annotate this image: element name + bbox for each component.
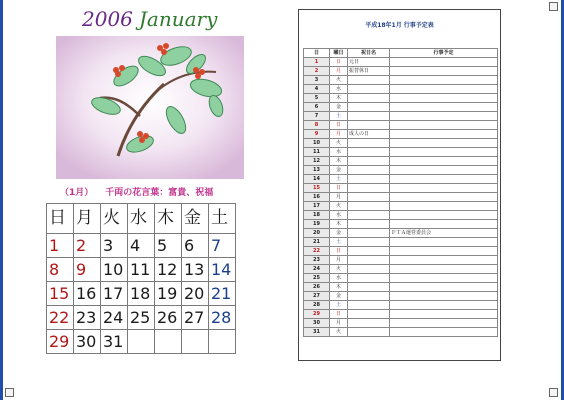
calendar-day: 22	[47, 306, 74, 330]
schedule-dow: 日	[330, 310, 348, 319]
schedule-row	[304, 130, 498, 139]
schedule-holiday	[348, 166, 390, 175]
schedule-holiday	[348, 265, 390, 274]
schedule-day: 21	[304, 238, 330, 247]
schedule-holiday	[348, 283, 390, 292]
schedule-table	[303, 48, 498, 337]
calendar-day: 21	[209, 282, 236, 306]
schedule-row	[304, 229, 498, 238]
calendar-day: 15	[47, 282, 74, 306]
schedule-holiday	[348, 211, 390, 220]
calendar-day: 27	[182, 306, 209, 330]
schedule-holiday	[348, 112, 390, 121]
schedule-event	[390, 238, 498, 247]
schedule-day: 29	[304, 310, 330, 319]
flower-illustration-icon	[56, 36, 244, 179]
schedule-dow: 月	[330, 319, 348, 328]
schedule-event	[390, 103, 498, 112]
schedule-day: 17	[304, 202, 330, 211]
calendar-day: 10	[101, 258, 128, 282]
calendar-day: 25	[128, 306, 155, 330]
schedule-event	[390, 157, 498, 166]
schedule-row	[304, 94, 498, 103]
calendar-day: 12	[155, 258, 182, 282]
calendar-day: 14	[209, 258, 236, 282]
schedule-event	[390, 58, 498, 67]
schedule-dow: 木	[330, 157, 348, 166]
schedule-dow: 火	[330, 139, 348, 148]
schedule-day: 16	[304, 193, 330, 202]
schedule-row	[304, 112, 498, 121]
schedule-day: 24	[304, 265, 330, 274]
schedule-sheet	[298, 9, 501, 361]
schedule-event	[390, 112, 498, 121]
schedule-event	[390, 274, 498, 283]
schedule-row	[304, 211, 498, 220]
schedule-holiday	[348, 220, 390, 229]
window-corner-handle-icon[interactable]	[5, 388, 14, 397]
weekday-header: 火	[101, 204, 128, 234]
schedule-holiday	[348, 247, 390, 256]
schedule-event	[390, 247, 498, 256]
schedule-day: 27	[304, 292, 330, 301]
calendar-day: 13	[182, 258, 209, 282]
schedule-dow: 火	[330, 202, 348, 211]
schedule-day: 15	[304, 184, 330, 193]
schedule-holiday	[348, 103, 390, 112]
weekday-header: 土	[209, 204, 236, 234]
schedule-event	[390, 319, 498, 328]
flower-caption	[60, 185, 225, 198]
schedule-holiday	[348, 202, 390, 211]
schedule-dow: 土	[330, 175, 348, 184]
calendar-day: 28	[209, 306, 236, 330]
schedule-day: 18	[304, 211, 330, 220]
calendar-day	[209, 330, 236, 354]
schedule-day: 13	[304, 166, 330, 175]
schedule-day: 26	[304, 283, 330, 292]
caption-month: （1月）	[60, 188, 94, 198]
schedule-holiday	[348, 148, 390, 157]
schedule-day: 19	[304, 220, 330, 229]
calendar-day: 4	[128, 234, 155, 258]
schedule-row	[304, 67, 498, 76]
schedule-day: 23	[304, 256, 330, 265]
schedule-day: 7	[304, 112, 330, 121]
schedule-row	[304, 76, 498, 85]
weekday-header: 木	[155, 204, 182, 234]
schedule-holiday	[348, 292, 390, 301]
calendar-day	[182, 330, 209, 354]
schedule-holiday	[348, 310, 390, 319]
calendar-day: 26	[155, 306, 182, 330]
schedule-holiday	[348, 328, 390, 337]
schedule-holiday	[348, 238, 390, 247]
schedule-day: 10	[304, 139, 330, 148]
schedule-holiday	[348, 184, 390, 193]
calendar-day: 29	[47, 330, 74, 354]
schedule-event	[390, 67, 498, 76]
calendar-day	[128, 330, 155, 354]
schedule-dow: 月	[330, 67, 348, 76]
schedule-event	[390, 130, 498, 139]
schedule-holiday	[348, 193, 390, 202]
calendar-day: 2	[74, 234, 101, 258]
calendar-day: 8	[47, 258, 74, 282]
schedule-holiday: 振替休日	[348, 67, 390, 76]
schedule-event	[390, 175, 498, 184]
calendar-day: 3	[101, 234, 128, 258]
window-corner-handle-icon[interactable]	[549, 2, 558, 11]
schedule-holiday: 元日	[348, 58, 390, 67]
calendar-day: 9	[74, 258, 101, 282]
calendar-day: 31	[101, 330, 128, 354]
schedule-holiday	[348, 256, 390, 265]
weekday-header: 日	[47, 204, 74, 234]
schedule-dow: 水	[330, 211, 348, 220]
schedule-row	[304, 238, 498, 247]
schedule-event	[390, 265, 498, 274]
schedule-header-day: 日	[304, 49, 330, 58]
schedule-day: 22	[304, 247, 330, 256]
schedule-row	[304, 319, 498, 328]
schedule-event: ＰＴＡ運営委員会	[390, 229, 498, 238]
schedule-row	[304, 292, 498, 301]
schedule-row	[304, 202, 498, 211]
schedule-row	[304, 256, 498, 265]
schedule-dow: 金	[330, 229, 348, 238]
schedule-dow: 月	[330, 193, 348, 202]
schedule-dow: 火	[330, 76, 348, 85]
schedule-row	[304, 274, 498, 283]
schedule-event	[390, 166, 498, 175]
calendar-day: 19	[155, 282, 182, 306]
schedule-event	[390, 148, 498, 157]
schedule-day: 9	[304, 130, 330, 139]
schedule-dow: 木	[330, 94, 348, 103]
schedule-dow: 水	[330, 274, 348, 283]
calendar-day: 6	[182, 234, 209, 258]
schedule-dow: 木	[330, 283, 348, 292]
schedule-event	[390, 211, 498, 220]
schedule-event	[390, 76, 498, 85]
schedule-dow: 火	[330, 265, 348, 274]
schedule-row	[304, 139, 498, 148]
schedule-event	[390, 202, 498, 211]
schedule-day: 12	[304, 157, 330, 166]
schedule-holiday	[348, 85, 390, 94]
schedule-day: 3	[304, 76, 330, 85]
schedule-row	[304, 85, 498, 94]
schedule-dow: 金	[330, 103, 348, 112]
schedule-day: 5	[304, 94, 330, 103]
schedule-row	[304, 157, 498, 166]
schedule-event	[390, 139, 498, 148]
schedule-day: 1	[304, 58, 330, 67]
schedule-dow: 火	[330, 328, 348, 337]
schedule-dow: 日	[330, 58, 348, 67]
schedule-holiday	[348, 319, 390, 328]
schedule-dow: 月	[330, 130, 348, 139]
schedule-day: 30	[304, 319, 330, 328]
calendar-day: 18	[128, 282, 155, 306]
schedule-row	[304, 166, 498, 175]
schedule-day: 11	[304, 148, 330, 157]
calendar-day: 5	[155, 234, 182, 258]
schedule-row	[304, 310, 498, 319]
schedule-holiday	[348, 157, 390, 166]
schedule-holiday	[348, 175, 390, 184]
schedule-event	[390, 85, 498, 94]
month-calendar-grid	[46, 203, 236, 354]
calendar-day: 16	[74, 282, 101, 306]
schedule-day: 14	[304, 175, 330, 184]
schedule-header-event: 行事予定	[390, 49, 498, 58]
weekday-header: 月	[74, 204, 101, 234]
schedule-event	[390, 310, 498, 319]
schedule-day: 8	[304, 121, 330, 130]
schedule-dow: 日	[330, 121, 348, 130]
window-corner-handle-icon[interactable]	[549, 388, 558, 397]
schedule-holiday	[348, 76, 390, 85]
schedule-dow: 土	[330, 238, 348, 247]
schedule-row	[304, 193, 498, 202]
schedule-event	[390, 193, 498, 202]
schedule-holiday: 成人の日	[348, 130, 390, 139]
schedule-day: 2	[304, 67, 330, 76]
calendar-day: 24	[101, 306, 128, 330]
calendar-day: 20	[182, 282, 209, 306]
schedule-row	[304, 328, 498, 337]
schedule-row	[304, 184, 498, 193]
schedule-event	[390, 220, 498, 229]
calendar-year: 2006	[82, 7, 133, 31]
schedule-dow: 土	[330, 112, 348, 121]
schedule-row	[304, 175, 498, 184]
calendar-title	[82, 6, 217, 32]
schedule-dow: 日	[330, 247, 348, 256]
schedule-holiday	[348, 94, 390, 103]
schedule-holiday	[348, 274, 390, 283]
schedule-day: 20	[304, 229, 330, 238]
schedule-header-holiday: 祝日名	[348, 49, 390, 58]
schedule-day: 25	[304, 274, 330, 283]
schedule-dow: 土	[330, 301, 348, 310]
schedule-event	[390, 328, 498, 337]
calendar-day	[155, 330, 182, 354]
schedule-dow: 金	[330, 166, 348, 175]
schedule-dow: 日	[330, 184, 348, 193]
window-frame-left	[0, 0, 3, 400]
schedule-row	[304, 148, 498, 157]
schedule-event	[390, 301, 498, 310]
schedule-holiday	[348, 301, 390, 310]
schedule-event	[390, 94, 498, 103]
schedule-day: 6	[304, 103, 330, 112]
schedule-day: 31	[304, 328, 330, 337]
calendar-day: 17	[101, 282, 128, 306]
schedule-row	[304, 247, 498, 256]
schedule-row	[304, 283, 498, 292]
schedule-event	[390, 256, 498, 265]
calendar-day: 23	[74, 306, 101, 330]
schedule-event	[390, 121, 498, 130]
calendar-day: 11	[128, 258, 155, 282]
schedule-row	[304, 103, 498, 112]
weekday-header: 水	[128, 204, 155, 234]
schedule-row	[304, 265, 498, 274]
schedule-event	[390, 292, 498, 301]
schedule-dow: 木	[330, 220, 348, 229]
calendar-month-name: January	[138, 7, 218, 31]
schedule-event	[390, 283, 498, 292]
schedule-row	[304, 58, 498, 67]
schedule-day: 28	[304, 301, 330, 310]
schedule-dow: 水	[330, 85, 348, 94]
caption-text: 千両の花言葉：富貴、祝福	[105, 188, 214, 198]
schedule-event	[390, 184, 498, 193]
calendar-day: 30	[74, 330, 101, 354]
schedule-holiday	[348, 139, 390, 148]
calendar-day: 7	[209, 234, 236, 258]
schedule-dow: 金	[330, 292, 348, 301]
schedule-holiday	[348, 229, 390, 238]
schedule-title: 平成18年1月 行事予定表	[365, 22, 434, 29]
schedule-row	[304, 121, 498, 130]
schedule-day: 4	[304, 85, 330, 94]
schedule-row	[304, 220, 498, 229]
weekday-header: 金	[182, 204, 209, 234]
schedule-holiday	[348, 121, 390, 130]
schedule-dow: 水	[330, 148, 348, 157]
schedule-dow: 月	[330, 256, 348, 265]
schedule-header-dow: 曜日	[330, 49, 348, 58]
calendar-day: 1	[47, 234, 74, 258]
schedule-row	[304, 301, 498, 310]
